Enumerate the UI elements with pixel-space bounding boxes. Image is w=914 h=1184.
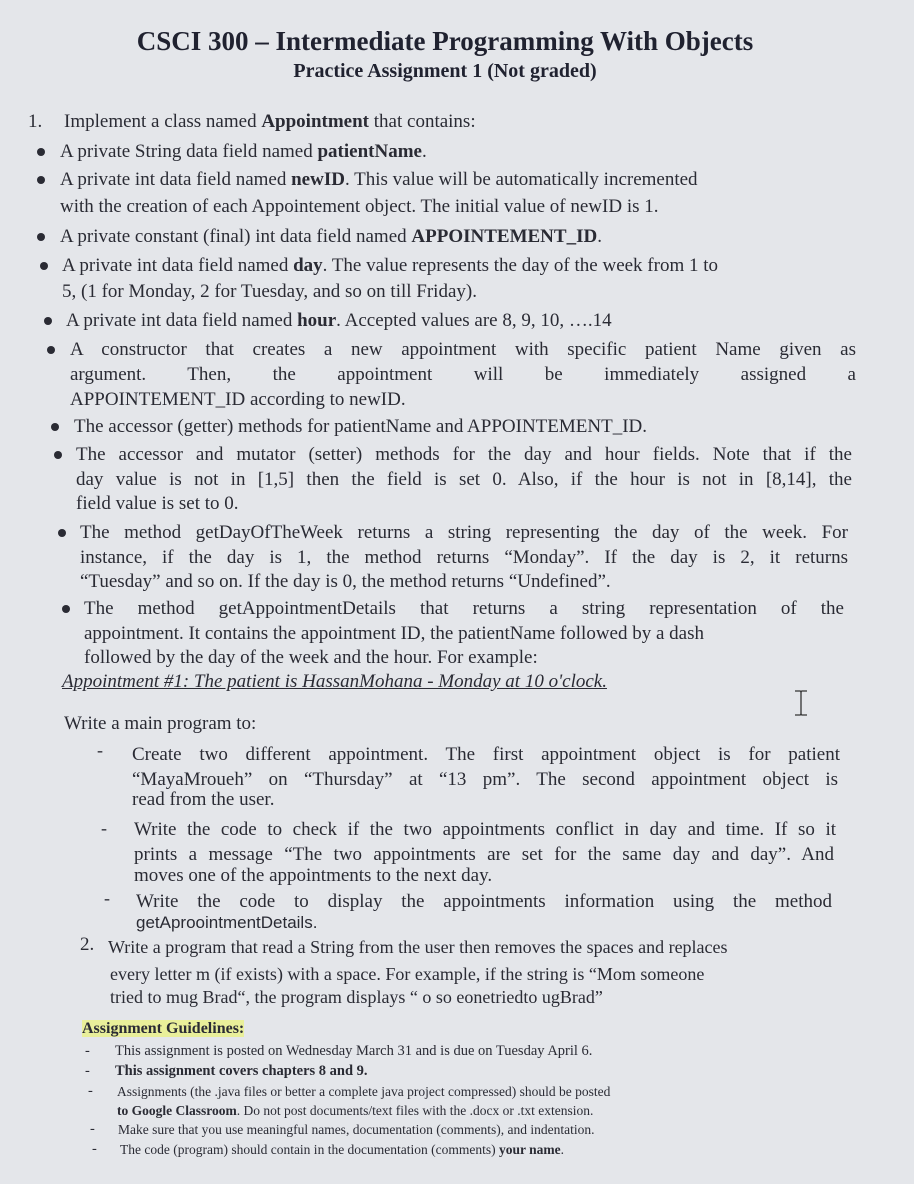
bullet-get-day-line-1: The method getDayOfTheWeek returns a string representing the day of the week. For <box>80 522 848 543</box>
guideline-chapters: This assignment covers chapters 8 and 9. <box>115 1063 368 1079</box>
bullet-new-id-line-2: with the creation of each Appointement object. The initial value of newID is 1. <box>60 196 659 217</box>
dash-marker: - <box>88 1083 93 1099</box>
question-2-line-2: every letter m (if exists) with a space. For example, if the string is “Mom someone <box>110 964 705 984</box>
main-task-3-line-1: Write the code to display the appointments information using the method <box>136 891 832 912</box>
main-task-2-line-2: prints a message “The two appointments are set for the same day and day”. And <box>134 844 834 865</box>
main-task-2-line-1: Write the code to check if the two appointments conflict in day and time. If so it <box>134 819 836 840</box>
main-task-2-line-3: moves one of the appointments to the next day. <box>134 865 493 886</box>
document-header <box>0 24 890 84</box>
main-task-1-line-2: “MayaMroueh” on “Thursday” at “13 pm”. The second appointment object is <box>132 769 838 790</box>
course-title: CSCI 300 – Intermediate Programming With Objects <box>136 26 754 56</box>
dash-marker: - <box>104 888 110 908</box>
bullet-hour: A private int data field named hour. Accepted values are 8, 9, 10, ….14 <box>66 310 612 331</box>
bullet-accessor: The accessor (getter) methods for patientName and APPOINTEMENT_ID. <box>74 416 647 437</box>
bullet-mutator-line-2: day value is not in [1,5] then the field is set 0. Also, if the hour is not in [8,14], the <box>76 469 852 490</box>
main-program-intro: Write a main program to: <box>64 713 257 734</box>
bullet-constructor-line-2: argument. Then, the appointment will be immediately assigned a <box>70 364 856 385</box>
guidelines-heading: Assignment Guidelines: <box>82 1020 245 1037</box>
question-2-line-3: tried to mug Brad“, the program displays “ o so eonetriedto ugBrad” <box>110 987 603 1007</box>
dash-marker: - <box>97 740 103 760</box>
bullet-details-line-3: followed by the day of the week and the hour. For example: <box>84 647 538 668</box>
bullet-icon <box>44 317 52 325</box>
bullet-details-line-1: The method getAppointmentDetails that returns a string representation of the <box>84 598 844 619</box>
bullet-icon <box>51 423 59 431</box>
assignment-subtitle: Practice Assignment 1 (Not graded) <box>293 60 597 82</box>
bullet-icon <box>37 176 45 184</box>
question-2-line-1: Write a program that read a String from the user then removes the spaces and replaces <box>108 937 728 957</box>
bullet-constructor-line-3: APPOINTEMENT_ID according to newID. <box>70 389 406 410</box>
bullet-icon <box>37 148 45 156</box>
bullet-details-line-2: appointment. It contains the appointment ID, the patientName followed by a dash <box>84 623 704 644</box>
guideline-naming: Make sure that you use meaningful names, documentation (comments), and indentation. <box>118 1122 595 1137</box>
guideline-submission-line-1: Assignments (the .java files or better a complete java project compressed) should be posted <box>117 1084 611 1099</box>
bullet-day-line-2: 5, (1 for Monday, 2 for Tuesday, and so on till Friday). <box>62 281 477 302</box>
main-task-1-line-3: read from the user. <box>132 789 275 810</box>
bullet-constructor-line-1: A constructor that creates a new appointment with specific patient Name given as <box>70 339 856 360</box>
guideline-due-date: This assignment is posted on Wednesday March 31 and is due on Tuesday April 6. <box>115 1043 593 1059</box>
dash-marker: - <box>85 1043 90 1059</box>
bullet-icon <box>54 451 62 459</box>
bullet-get-day-line-3: “Tuesday” and so on. If the day is 0, the method returns “Undefined”. <box>80 571 611 592</box>
bullet-icon <box>62 605 70 613</box>
bullet-day-line-1: A private int data field named day. The value represents the day of the week from 1 to <box>62 255 719 276</box>
guideline-name: The code (program) should contain in the documentation (comments) your name. <box>120 1142 565 1157</box>
dash-marker: - <box>92 1141 97 1157</box>
bullet-mutator-line-1: The accessor and mutator (setter) methods for the day and hour fields. Note that if the <box>76 444 852 465</box>
bullet-icon <box>40 262 48 270</box>
bullet-icon <box>37 233 45 241</box>
dash-marker: - <box>85 1063 90 1079</box>
question-1-intro: Implement a class named Appointment that contains: <box>64 111 476 132</box>
bullet-get-day-line-2: instance, if the day is 1, the method returns “Monday”. If the day is 2, it returns <box>80 547 848 568</box>
bullet-new-id-line-1: A private int data field named newID. This value will be automatically incremented <box>60 169 698 190</box>
question-1-number: 1. <box>28 111 43 132</box>
guideline-submission-line-2: to Google Classroom. Do not post documents/text files with the .docx or .txt extension. <box>117 1103 594 1118</box>
dash-marker: - <box>90 1121 95 1137</box>
bullet-icon <box>47 346 55 354</box>
main-task-3-line-2: getAproointmentDetails. <box>136 913 318 932</box>
bullet-icon <box>58 529 66 537</box>
bullet-mutator-line-3: field value is set to 0. <box>76 493 239 514</box>
text-cursor-icon <box>792 690 810 716</box>
bullet-appointment-id: A private constant (final) int data field named APPOINTEMENT_ID. <box>60 226 602 247</box>
bullet-patient-name: A private String data field named patientName. <box>60 141 427 162</box>
example-output: Appointment #1: The patient is HassanMohana - Monday at 10 o'clock. <box>62 671 607 692</box>
main-task-1-line-1: Create two different appointment. The first appointment object is for patient <box>132 744 840 765</box>
dash-marker: - <box>101 818 107 838</box>
question-2-number: 2. <box>80 934 95 955</box>
